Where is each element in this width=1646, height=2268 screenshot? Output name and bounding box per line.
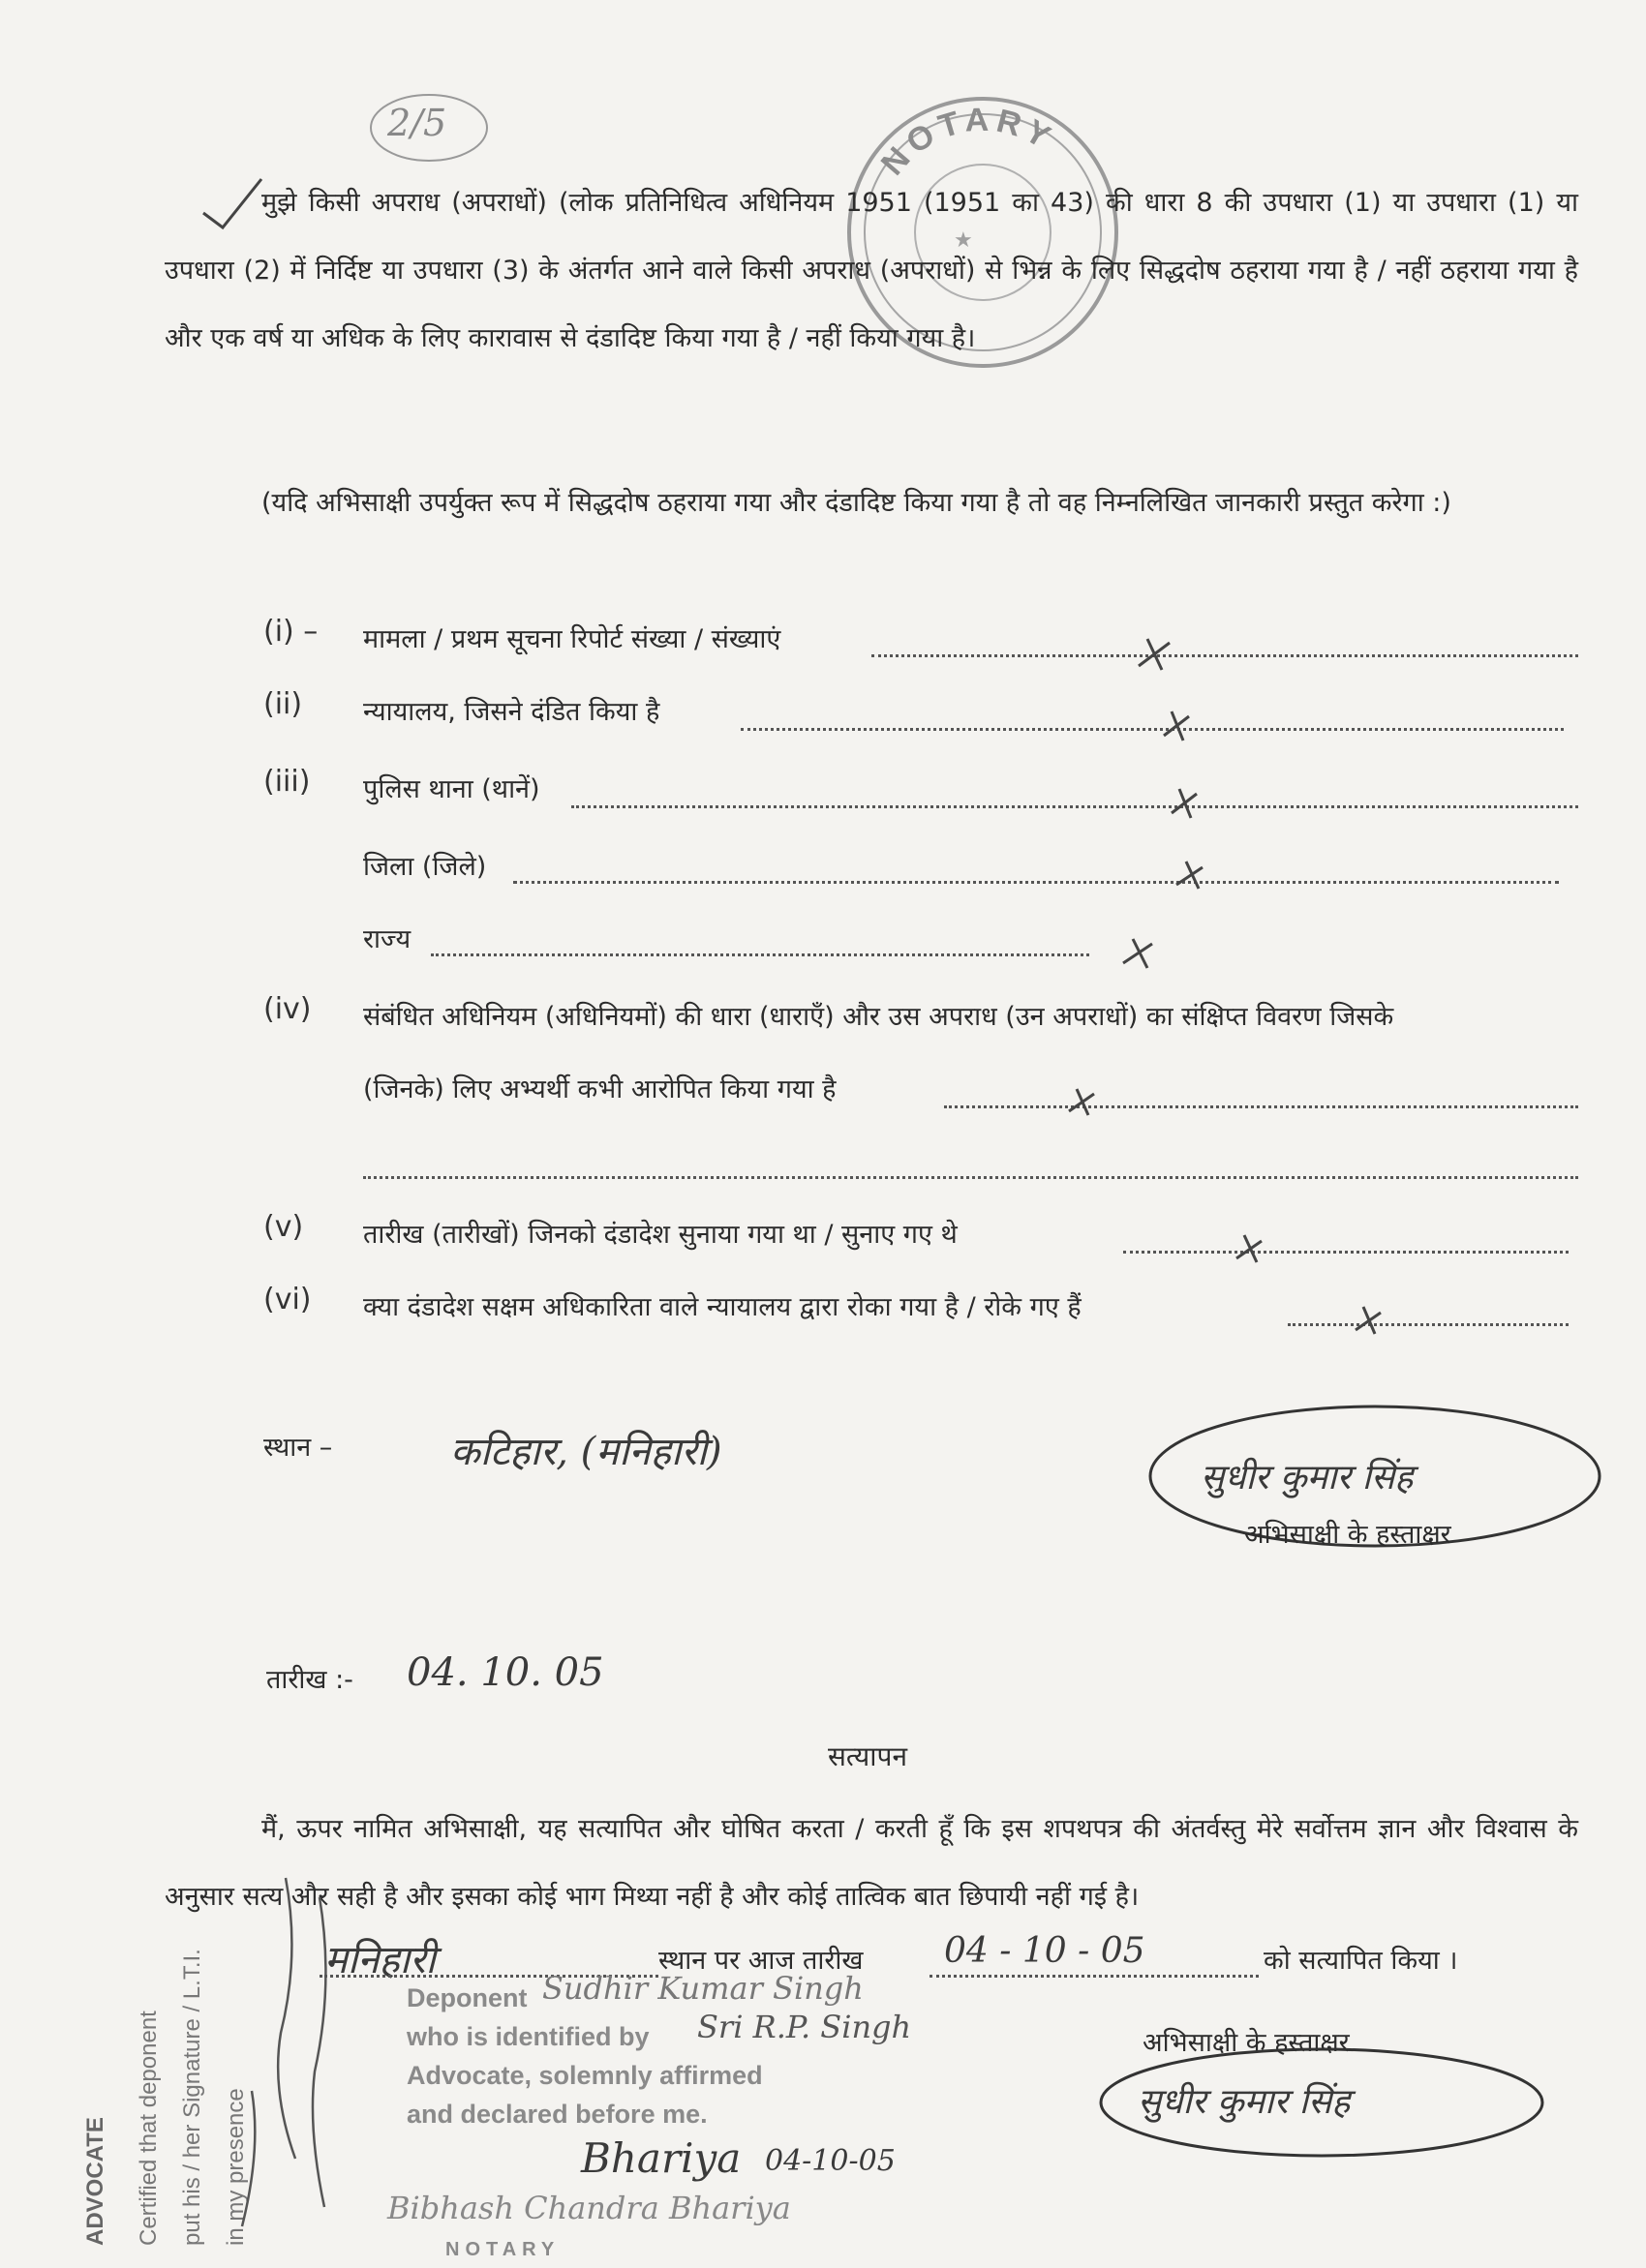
- notary-sign-date: 04-10-05: [765, 2144, 896, 2178]
- bottom-signature-caption: अभिसाक्षी के हस्ताक्षर: [1143, 2028, 1350, 2058]
- item-number: (i) –: [263, 615, 319, 649]
- place-value: कटिहार, (मनिहारी): [450, 1430, 722, 1474]
- notary-deponent-name: Sudhir Kumar Singh: [542, 1970, 864, 2007]
- notary-identifier-name: Sri R.P. Singh: [697, 2009, 912, 2045]
- item-number: (ii): [263, 687, 303, 721]
- date-label: तारीख :-: [266, 1665, 353, 1695]
- side-stamp-line: put his / her Signature / L.T.I.: [179, 1949, 205, 2246]
- notary-line-deponent: Deponent: [407, 1983, 528, 2012]
- side-stamp-title: ADVOCATE: [82, 2117, 108, 2246]
- deponent-signature: सुधीर कुमार सिंह: [1201, 1458, 1414, 1497]
- notary-line-advocate: Advocate, solemnly affirmed: [407, 2061, 763, 2090]
- item-label-sentence-dates: तारीख (तारीखों) जिनको दंडादेश सुनाया गया था / सुनाए गए थे: [363, 1220, 958, 1250]
- item-label-case-fir: मामला / प्रथम सूचना रिपोर्ट संख्या / संख्याएं: [363, 624, 781, 654]
- paragraph-conviction-declaration: मुझे किसी अपराध (अपराधों) (लोक प्रतिनिधित्व अधिनियम 1951 (1951 का 43) की धारा 8 की उपधारा (1) या उपधारा (1) या उपधारा (2) में निर्दिष्ट या उपधारा (3) के अंतर्गत आने वाले किसी अपराध (अपराधों) से भिन्न के लिए सिद्धदोष ठहराया गया है / नहीं ठहराया गया है और एक वर्ष या अधिक के लिए कारावास से दंडादिष्ट किया गया है / नहीं किया गया है।: [165, 188, 1578, 353]
- bottom-signature: सुधीर कुमार सिंह: [1138, 2082, 1351, 2122]
- item-label-act-sections: संबंधित अधिनियम (अधिनियमों) की धारा (धाराएँ) और उस अपराध (उन अपराधों) का संक्षिप्त विवरण जिसके: [363, 1002, 1394, 1032]
- verification-title: सत्यापन: [828, 1740, 907, 1772]
- item-label-sentence-stayed: क्या दंडादेश सक्षम अधिकारिता वाले न्यायालय द्वारा रोका गया है / रोके गए हैं: [363, 1292, 1082, 1322]
- item-number: (v): [263, 1210, 304, 1244]
- verify-line-mid: स्थान पर आज तारीख: [658, 1946, 864, 1976]
- verify-place-value: मनिहारी: [324, 1938, 436, 1982]
- item-label-state: राज्य: [363, 924, 412, 954]
- svg-text:★: ★: [954, 227, 973, 252]
- side-stamp-line: Certified that deponent: [136, 2011, 162, 2246]
- item-label-court: न्यायालय, जिसने दंडित किया है: [363, 697, 660, 727]
- paragraph-instructions: (यदि अभिसाक्षी उपर्युक्त रूप में सिद्धदोष ठहराया गया और दंडादिष्ट किया गया है तो वह निम्नलिखित जानकारी प्रस्तुत करेगा :): [261, 488, 1451, 518]
- fill-line: [930, 1975, 1259, 1978]
- item-number: (iv): [263, 992, 312, 1026]
- notary-line-declared: and declared before me.: [407, 2100, 708, 2129]
- side-stamp-line: in my presence: [223, 2088, 249, 2246]
- notary-title: NOTARY: [445, 2239, 561, 2260]
- item-number: (iii): [263, 765, 311, 799]
- notary-signature: Bhariya: [581, 2134, 742, 2182]
- item-label-police-station: पुलिस थाना (थानें): [363, 774, 540, 804]
- verification-text: मैं, ऊपर नामित अभिसाक्षी, यह सत्यापित और घोषित करता / करती हूँ कि इस शपथपत्र की अंतर्वस्तु मेरे सर्वोत्तम ज्ञान और विश्वास के अनुसार सत्य और सही है और इसका कोई भाग मिथ्या नहीं है और कोई तात्विक बात छिपायी नहीं गई है।: [165, 1814, 1578, 1912]
- notary-line-identified: who is identified by: [407, 2022, 650, 2051]
- date-value: 04. 10. 05: [407, 1650, 604, 1695]
- item-number: (vi): [263, 1283, 312, 1316]
- deponent-signature-caption: अभिसाक्षी के हस्ताक्षर: [1244, 1520, 1451, 1550]
- item-label-district: जिला (जिले): [363, 852, 487, 882]
- verify-date-value: 04 - 10 - 05: [944, 1931, 1145, 1971]
- item-label-act-sections-cont: (जिनके) लिए अभ्यर्थी कभी आरोपित किया गया है: [363, 1074, 837, 1104]
- notary-name: Bibhash Chandra Bhariya: [387, 2190, 791, 2226]
- verify-line-end: को सत्यापित किया ।: [1264, 1946, 1458, 1976]
- page-number: 2/5: [387, 102, 447, 144]
- notary-seal-text: NOTARY: [873, 101, 1062, 183]
- place-label: स्थान –: [263, 1433, 333, 1463]
- side-handwriting-scribble: [77, 1839, 368, 2255]
